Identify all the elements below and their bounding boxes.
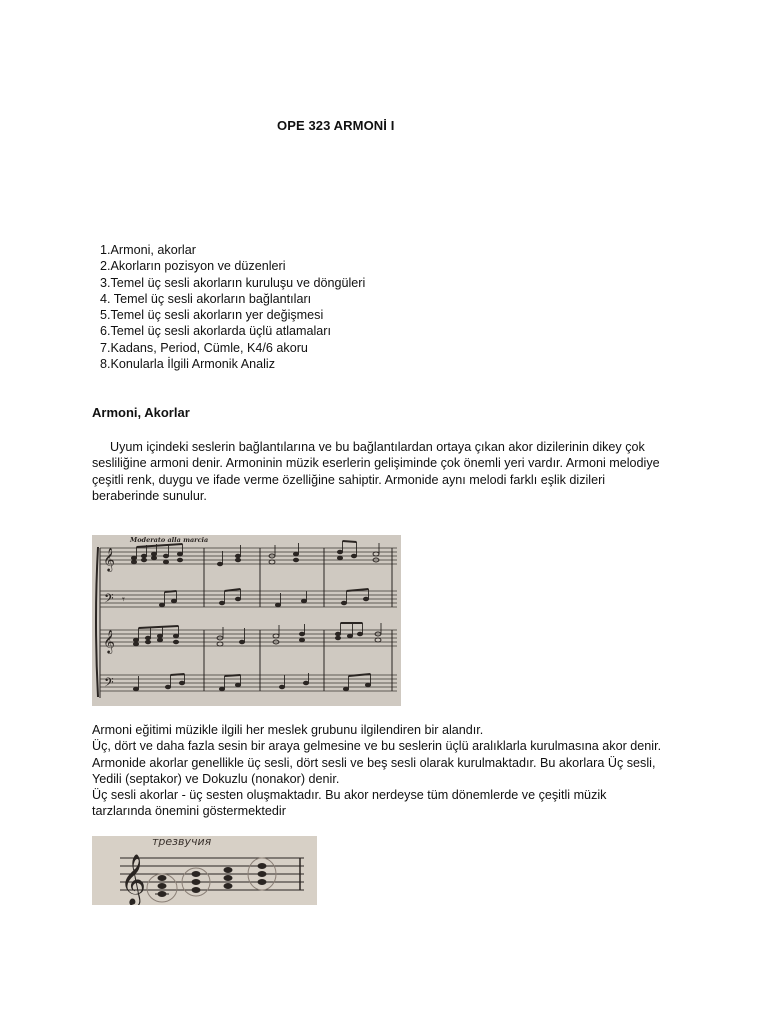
intro-paragraph [92, 439, 672, 504]
intro-paragraph-text: Uyum içindeki seslerin bağlantılarına ve bu bağlantılardan ortaya çıkan akor dizilerinin dikey çok sesliliğine armoni denir. Armoninin müzik eserlerin gelişiminde çok önemli yeri vardır. Armoni melodiye çeşitli renk, duygu ve ifade verme özelliğine sahiptir. Armonide aynı melodi farklı eşlik dizileri beraberinde sunulur. [92, 440, 660, 503]
toc-item: 7.Kadans, Period, Cümle, K4/6 akoru [100, 340, 308, 355]
toc-item: 3.Temel üç sesli akorların kuruluşu ve döngüleri [100, 275, 366, 290]
chords-paragraph-line: Üç sesli akorlar - üç sesten oluşmaktadır. Bu akor nerdeyse tüm dönemlerde ve çeşitli müzik [92, 788, 607, 803]
triad-caption: трезвучия [152, 836, 212, 848]
chords-paragraph [92, 722, 692, 820]
toc-item: 1.Armoni, akorlar [100, 243, 196, 257]
document-title: OPE 323 ARMONİ I [277, 118, 395, 133]
chords-paragraph-line: Yedili (septakor) ve Dokuzlu (nonakor) denir. [92, 771, 340, 786]
svg-text:𝄾: 𝄾 [122, 594, 125, 606]
svg-text:𝄞: 𝄞 [103, 629, 115, 653]
toc-item: 2.Akorların pozisyon ve düzenleri [100, 259, 286, 274]
score-drawing [92, 535, 401, 706]
svg-text:𝄞: 𝄞 [120, 854, 147, 905]
chords-paragraph-line: Armoni eğitimi müzikle ilgili her meslek grubunu ilgilendiren bir alandır. [92, 723, 484, 737]
toc-item: 8.Konularla İlgili Armonik Analiz [100, 357, 276, 372]
toc-item: 6.Temel üç sesli akorlarda üçlü atlamaları [100, 324, 331, 339]
table-of-contents [100, 242, 365, 372]
triad-chords-image [92, 836, 317, 905]
music-score-image [92, 535, 401, 706]
svg-text:𝄞: 𝄞 [103, 547, 115, 571]
chords-paragraph-line: Üç, dört ve daha fazla sesin bir araya gelmesine ve bu seslerin üçlü aralıklarla kurulmasına akor denir. [92, 739, 662, 754]
svg-text:𝄢: 𝄢 [104, 591, 114, 609]
triad-drawing [92, 836, 317, 905]
svg-text:𝄢: 𝄢 [104, 675, 114, 693]
chords-paragraph-line: Armonide akorlar genellikle üç sesli, dört sesli ve beş sesli olarak kurulmaktadır. Bu akorlara Üç sesli, [92, 755, 656, 770]
chords-paragraph-line: tarzlarında önemini göstermektedir [92, 804, 286, 819]
toc-item: 4. Temel üç sesli akorların bağlantıları [100, 291, 312, 306]
toc-item: 5.Temel üç sesli akorların yer değişmesi [100, 308, 324, 323]
score-tempo-text: Moderato alla marcia [130, 536, 209, 544]
section-heading: Armoni, Akorlar [92, 405, 190, 420]
